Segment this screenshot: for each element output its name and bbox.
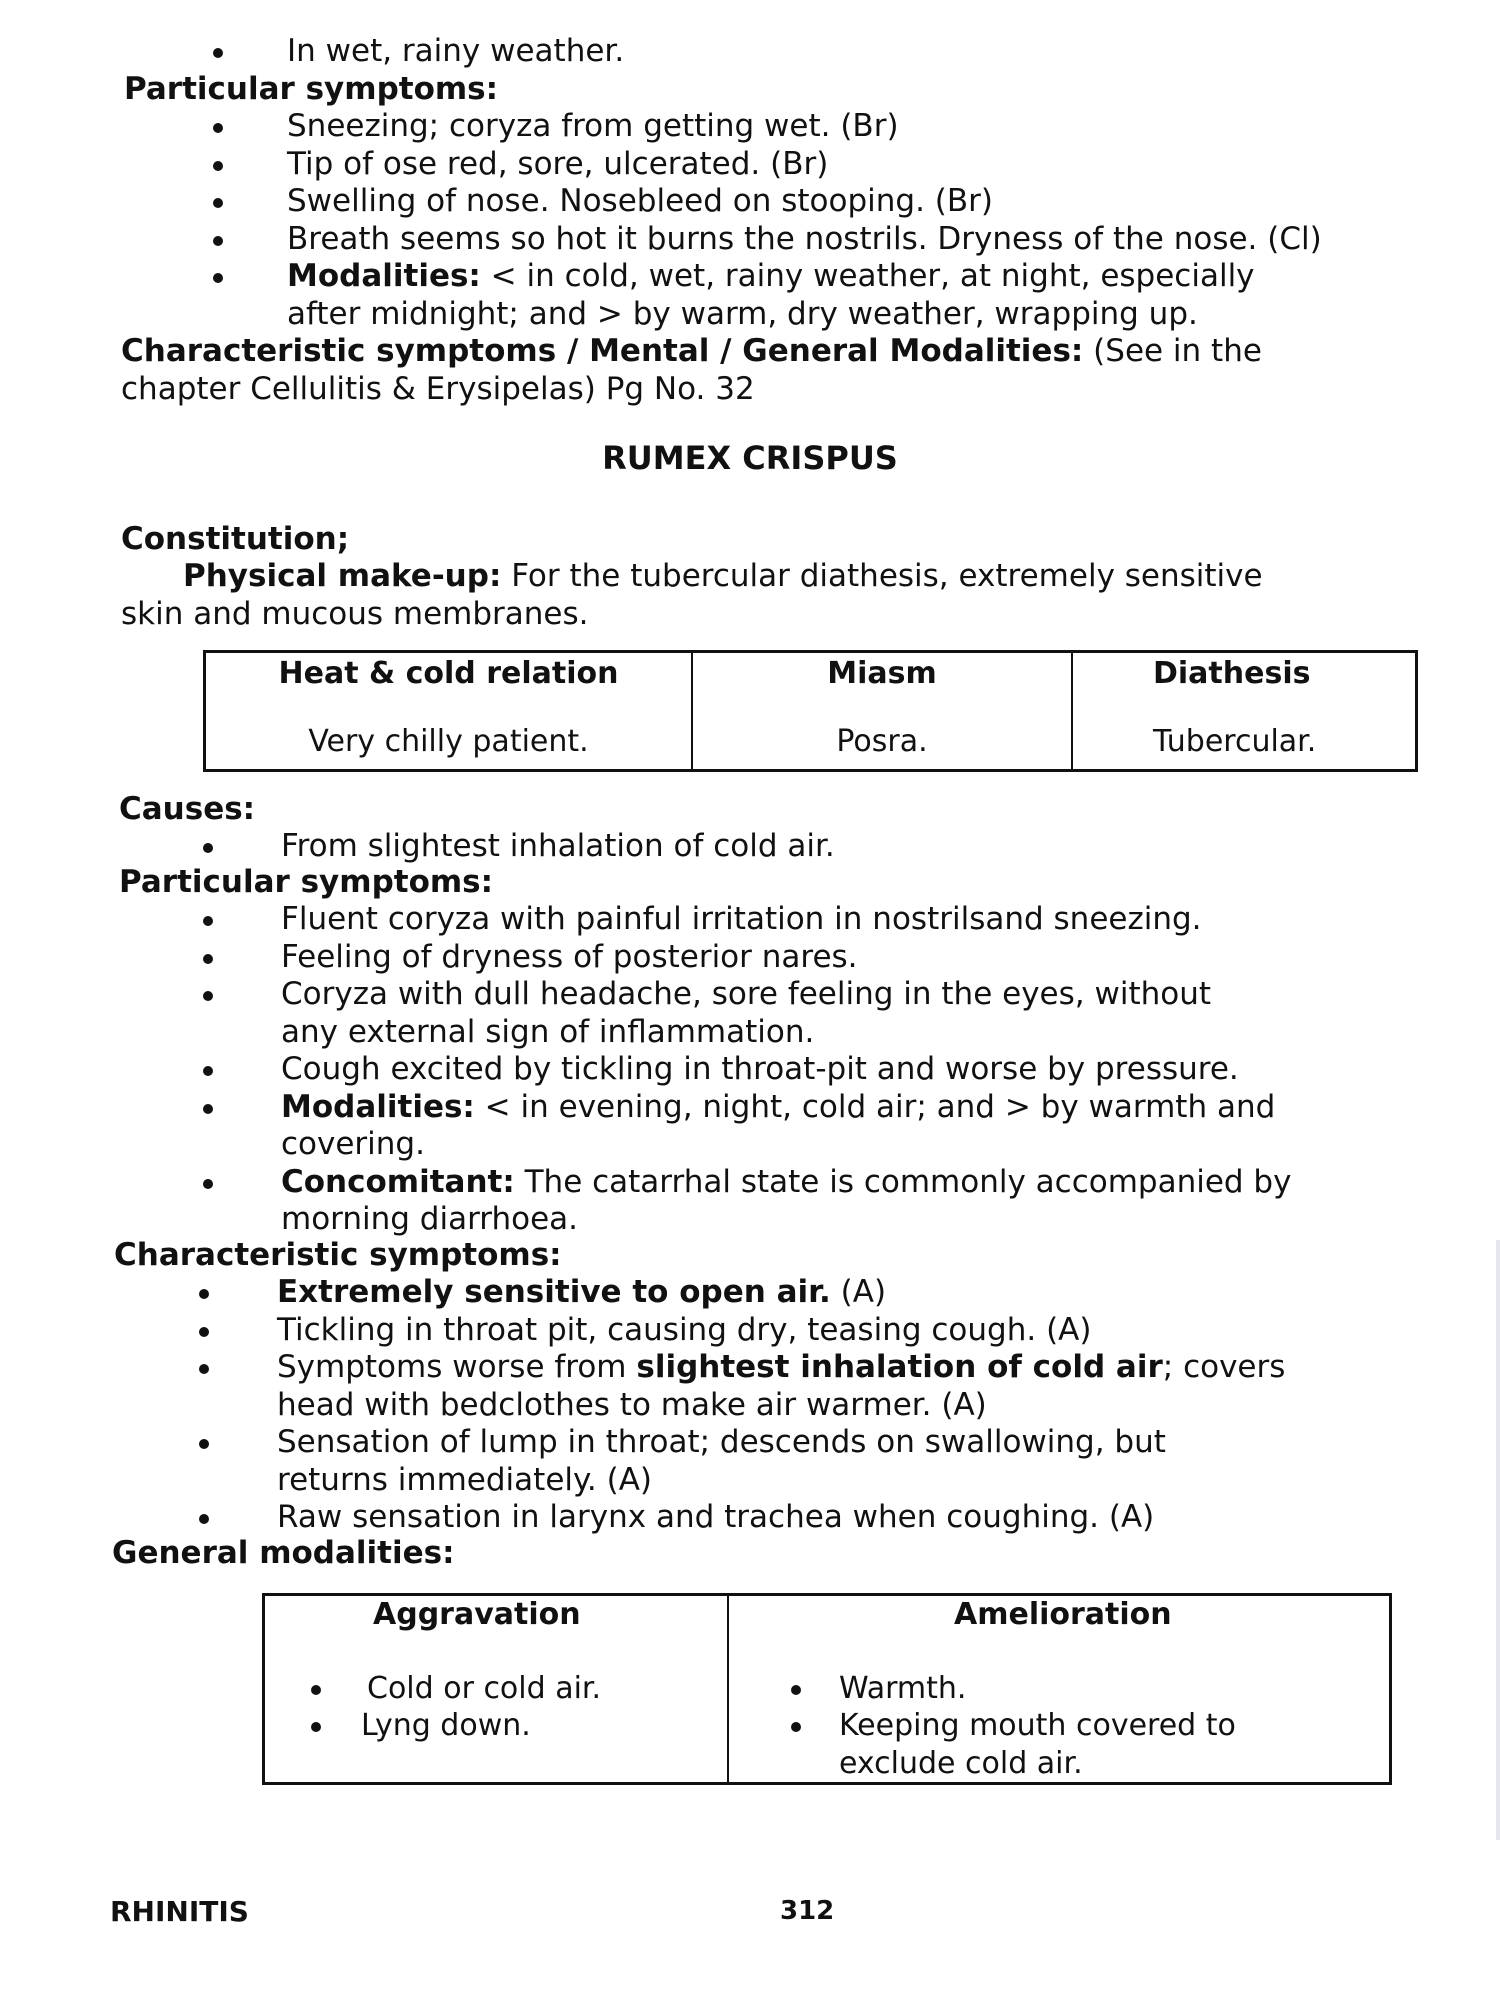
list-item: Raw sensation in larynx and trachea when coughing. (A): [196, 1499, 1496, 1537]
aggravation-cell: Aggravation Cold or cold air. Lyng down.: [264, 1595, 729, 1784]
remedy-title: RUMEX CRISPUS: [602, 439, 898, 477]
table-cell: Diathesis Tubercular.: [1072, 652, 1417, 771]
bullet-icon: [203, 1104, 213, 1114]
list-item: Extremely sensitive to open air. (A): [196, 1274, 1496, 1312]
section-heading: Causes:: [119, 791, 256, 827]
bullet-icon: [791, 1722, 801, 1732]
bullet-icon: [213, 123, 223, 133]
list-item: Sneezing; coryza from getting wet. (Br): [210, 108, 1500, 146]
bullet-icon: [203, 843, 213, 853]
amelioration-cell: Amelioration Warmth. Keeping mouth covered to exclude cold air.: [728, 1595, 1391, 1784]
characteristic-list: [196, 1274, 1496, 1537]
chapter-footer: RHINITIS: [110, 1895, 249, 1928]
modalities-table: [262, 1593, 1392, 1785]
list-item: Tip of ose red, sore, ulcerated. (Br): [210, 146, 1500, 184]
section-heading: Particular symptoms:: [124, 71, 499, 107]
list-item: Lyng down.: [265, 1707, 727, 1745]
section-heading: General modalities:: [112, 1535, 455, 1571]
bullet-icon: [203, 1179, 213, 1189]
bullet-icon: [203, 991, 213, 1001]
bullet-icon: [203, 954, 213, 964]
particular-list-top: [210, 108, 1500, 333]
bullet-icon: [199, 1514, 209, 1524]
section-heading: Constitution;: [121, 521, 350, 557]
causes-list: [200, 828, 835, 866]
list-item: Feeling of dryness of posterior nares.: [200, 939, 1500, 977]
bullet-icon: [199, 1364, 209, 1374]
page-number: 312: [780, 1896, 835, 1926]
bullet-icon: [213, 48, 223, 58]
bullet-icon: [791, 1685, 801, 1695]
section-heading: Particular symptoms:: [119, 864, 494, 900]
list-item: Sensation of lump in throat; descends on swallowing, but returns immediately. (A): [196, 1424, 1496, 1499]
list-item: Concomitant: The catarrhal state is commonly accompanied by morning diarrhoea.: [200, 1164, 1500, 1239]
list-item: Tickling in throat pit, causing dry, teasing cough. (A): [196, 1312, 1496, 1350]
list-item: From slightest inhalation of cold air.: [200, 828, 835, 866]
bullet-icon: [213, 161, 223, 171]
table-cell: Heat & cold relation Very chilly patient.: [205, 652, 693, 771]
bullet-icon: [199, 1439, 209, 1449]
continued-list: [210, 33, 624, 71]
list-item: Coryza with dull headache, sore feeling in the eyes, without any external sign of inflammation.: [200, 976, 1500, 1051]
bullet-icon: [203, 1066, 213, 1076]
list-item: In wet, rainy weather.: [210, 33, 624, 71]
scan-edge: [1496, 1240, 1500, 1840]
bullet-icon: [199, 1327, 209, 1337]
list-item: Breath seems so hot it burns the nostrils. Dryness of the nose. (Cl): [210, 221, 1500, 259]
characteristic-reference: Characteristic symptoms / Mental / General Modalities: (See in the chapter Cellulitis & Erysipelas) Pg No. 32: [121, 333, 1262, 407]
list-item: Swelling of nose. Nosebleed on stooping. (Br): [210, 183, 1500, 221]
particular-list: [200, 901, 1500, 1239]
bullet-icon: [213, 198, 223, 208]
bullet-icon: [213, 236, 223, 246]
list-item: Fluent coryza with painful irritation in nostrilsand sneezing.: [200, 901, 1500, 939]
list-item: Cold or cold air.: [265, 1670, 727, 1708]
constitution-table: [203, 650, 1418, 772]
list-item: Symptoms worse from slightest inhalation of cold air; covers head with bedclothes to make air warmer. (A): [196, 1349, 1496, 1424]
list-item: Keeping mouth covered to exclude cold air.: [729, 1707, 1389, 1782]
bullet-icon: [311, 1685, 321, 1695]
list-item: Cough excited by tickling in throat-pit and worse by pressure.: [200, 1051, 1500, 1089]
section-heading: Characteristic symptoms:: [114, 1237, 562, 1273]
bullet-icon: [199, 1289, 209, 1299]
table-cell: Miasm Posra.: [692, 652, 1072, 771]
physical-makeup: Physical make-up: For the tubercular diathesis, extremely sensitive skin and mucous membranes.: [121, 558, 1263, 632]
list-item: Warmth.: [729, 1670, 1389, 1708]
aggravation-list: [265, 1670, 727, 1745]
list-item: Modalities: < in cold, wet, rainy weather, at night, especially after midnight; and > by warm, dry weather, wrapping up.: [210, 258, 1500, 333]
bullet-icon: [203, 916, 213, 926]
bullet-icon: [213, 273, 223, 283]
bullet-icon: [311, 1722, 321, 1732]
list-item: Modalities: < in evening, night, cold air; and > by warmth and covering.: [200, 1089, 1500, 1164]
amelioration-list: [729, 1670, 1389, 1783]
